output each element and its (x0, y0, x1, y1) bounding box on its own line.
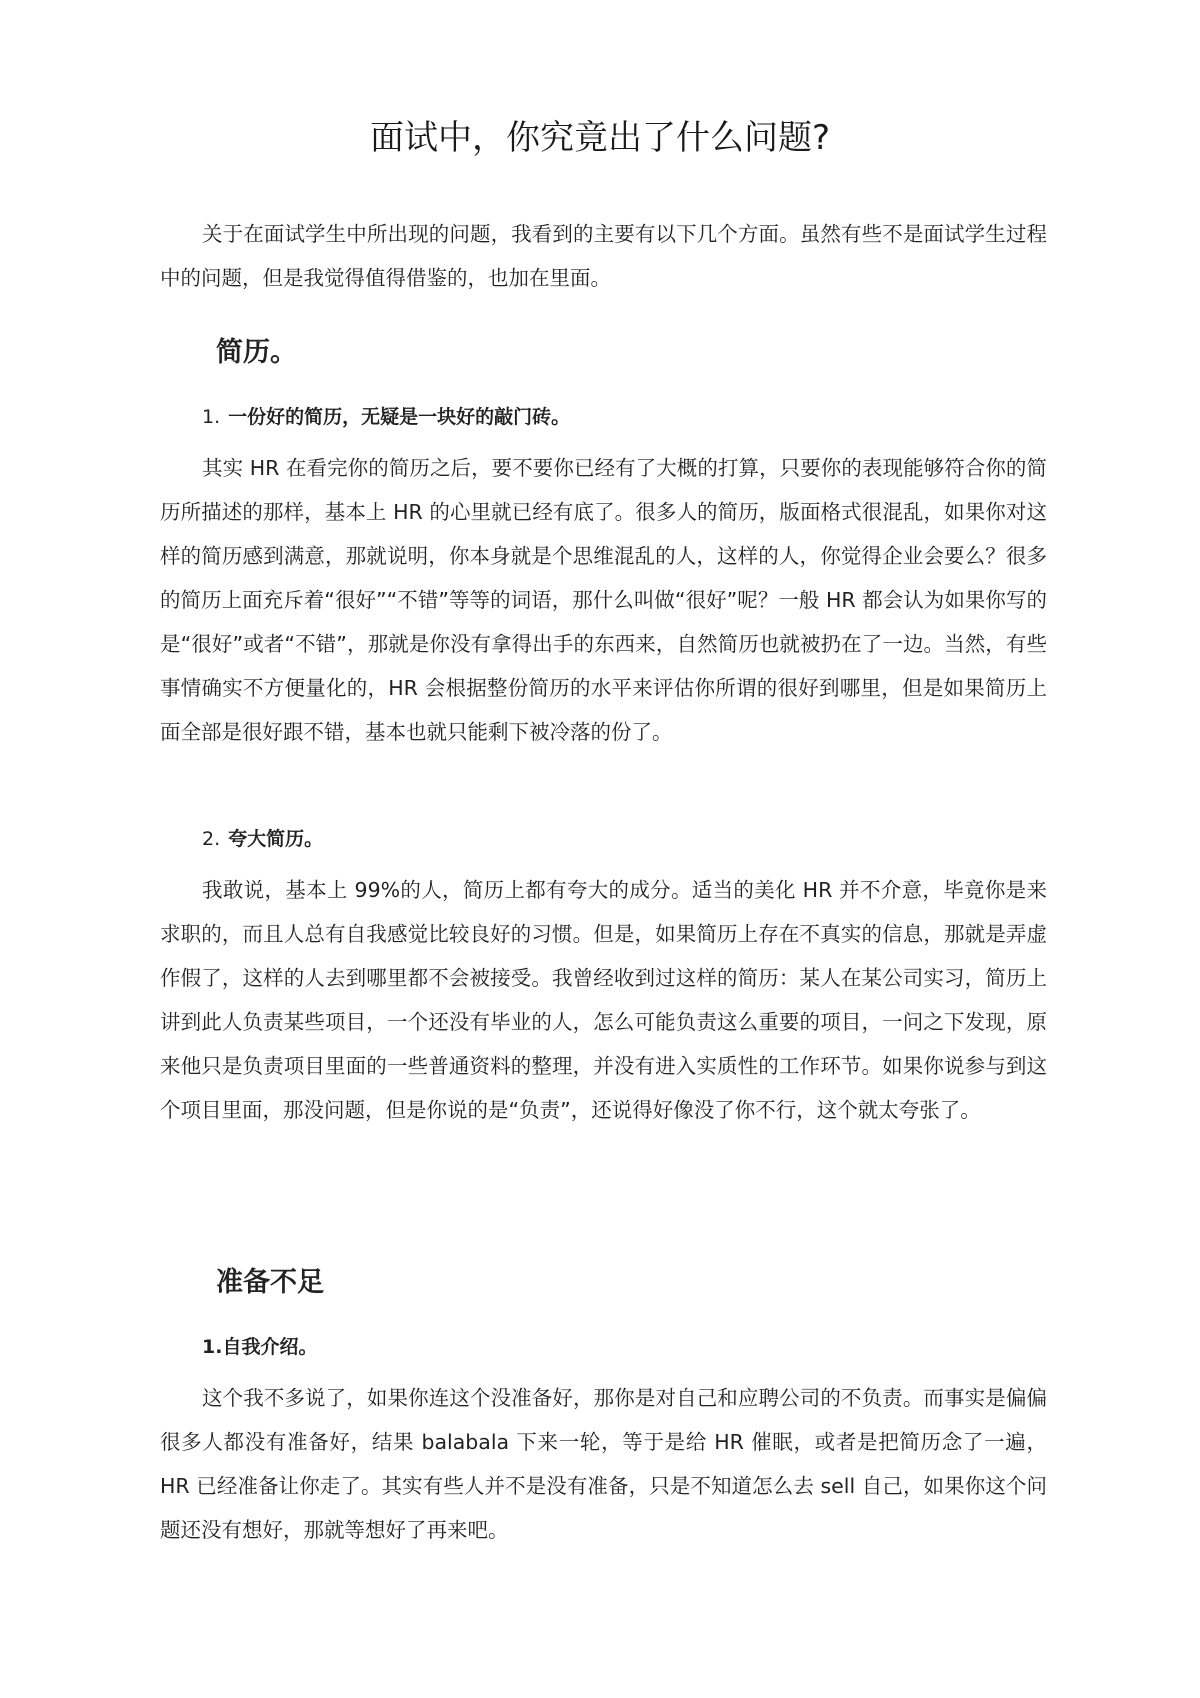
item-number: 1. (202, 406, 221, 428)
item-heading-text: 一份好的简历，无疑是一块好的敲门砖。 (228, 406, 571, 428)
item-number: 2. (202, 828, 221, 850)
item-heading-text: 自我介绍。 (222, 1336, 318, 1358)
item-heading-exaggerated-resume (202, 824, 323, 851)
section-heading-resume: 简历。 (216, 337, 297, 368)
body-paragraph-self-intro: 这个我不多说了，如果你连这个没准备好，那你是对自己和应聘公司的不负责。而事实是偏偏很多人都没有准备好，结果 balabala 下来一轮，等于是给 HR 催眠，或者是把简历念了一遍，HR 已经准备让你走了。其实有些人并不是没有准备，只是不知道怎么去 sell 自己，如果你这个问题还没有想好，那就等想好了再来吧。 (160, 1386, 1047, 1542)
document-title: 面试中，你究竟出了什么问题? (369, 118, 831, 158)
intro-paragraph: 关于在面试学生中所出现的问题，我看到的主要有以下几个方面。虽然有些不是面试学生过程中的问题，但是我觉得值得借鉴的，也加在里面。 (160, 222, 1047, 290)
item-heading-self-intro (202, 1332, 317, 1359)
item-heading-text: 夸大简历。 (228, 828, 324, 850)
item-number: 1. (202, 1336, 223, 1358)
body-paragraph-exaggerated-resume: 我敢说，基本上 99%的人，简历上都有夸大的成分。适当的美化 HR 并不介意，毕竟你是来求职的，而且人总有自我感觉比较良好的习惯。但是，如果简历上存在不真实的信息，那就是弄虚作假了，这样的人去到哪里都不会被接受。我曾经收到过这样的简历：某人在某公司实习，简历上讲到此人负责某些项目，一个还没有毕业的人，怎么可能负责这么重要的项目，一问之下发现，原来他只是负责项目里面的一些普通资料的整理，并没有进入实质性的工作环节。如果你说参与到这个项目里面，那没问题，但是你说的是“负责”，还说得好像没了你不行，这个就太夸张了。 (160, 878, 1047, 1122)
section-heading-preparation: 准备不足 (216, 1267, 324, 1298)
item-heading-good-resume (202, 402, 570, 429)
body-paragraph-good-resume: 其实 HR 在看完你的简历之后，要不要你已经有了大概的打算，只要你的表现能够符合你的简历所描述的那样，基本上 HR 的心里就已经有底了。很多人的简历，版面格式很混乱，如果你对这样的简历感到满意，那就说明，你本身就是个思维混乱的人，这样的人，你觉得企业会要么？很多的简历上面充斥着“很好”“不错”等等的词语，那什么叫做“很好”呢？一般 HR 都会认为如果你写的是“很好”或者“不错”，那就是你没有拿得出手的东西来，自然简历也就被扔在了一边。当然，有些事情确实不方便量化的，HR 会根据整份简历的水平来评估你所谓的很好到哪里，但是如果简历上面全部是很好跟不错，基本也就只能剩下被冷落的份了。 (160, 456, 1047, 744)
